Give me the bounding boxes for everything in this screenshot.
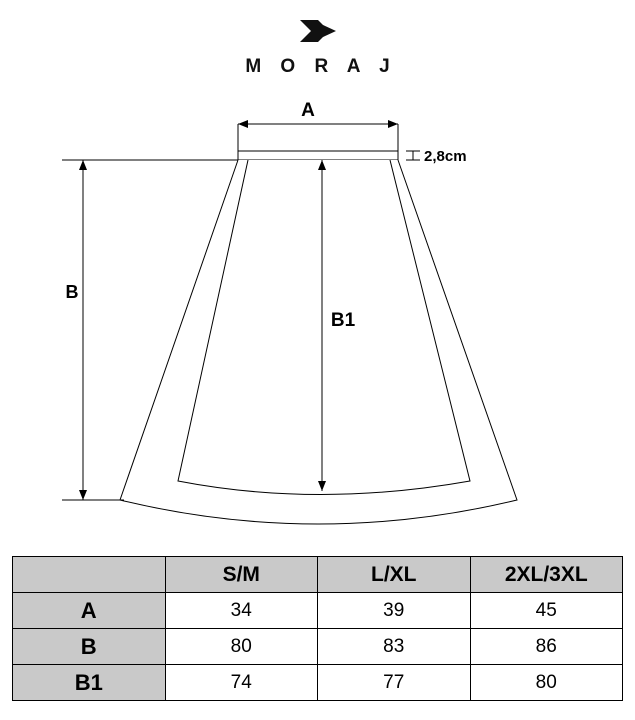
brand-header: [0, 18, 635, 78]
table-cell: 77: [318, 665, 471, 701]
table-row: [13, 665, 623, 701]
table-row-label: B: [13, 629, 166, 665]
table-row: [13, 593, 623, 629]
moraj-chevron-logo-icon: [298, 18, 338, 44]
table-cell: 45: [470, 593, 623, 629]
table-corner-cell: [13, 557, 166, 593]
table-column-header: L/XL: [318, 557, 471, 593]
diagram-label-b1: B1: [330, 310, 356, 331]
skirt-diagram-svg: [0, 96, 635, 536]
measurement-diagram: [0, 96, 635, 536]
brand-name: M O R A J: [245, 56, 397, 77]
table-row-label: B1: [13, 665, 166, 701]
table-cell: 34: [165, 593, 318, 629]
diagram-label-b: B: [65, 282, 79, 302]
table-cell: 80: [165, 629, 318, 665]
table-column-header: S/M: [165, 557, 318, 593]
diagram-label-a: A: [301, 100, 315, 121]
diagram-label-waistband: 2,8cm: [424, 148, 467, 165]
table-cell: 80: [470, 665, 623, 701]
size-table: [12, 556, 623, 701]
table-cell: 74: [165, 665, 318, 701]
table-row-label: A: [13, 593, 166, 629]
table-column-header: 2XL/3XL: [470, 557, 623, 593]
table-cell: 39: [318, 593, 471, 629]
table-cell: 83: [318, 629, 471, 665]
table-header-row: [13, 557, 623, 593]
table-row: [13, 629, 623, 665]
table-cell: 86: [470, 629, 623, 665]
